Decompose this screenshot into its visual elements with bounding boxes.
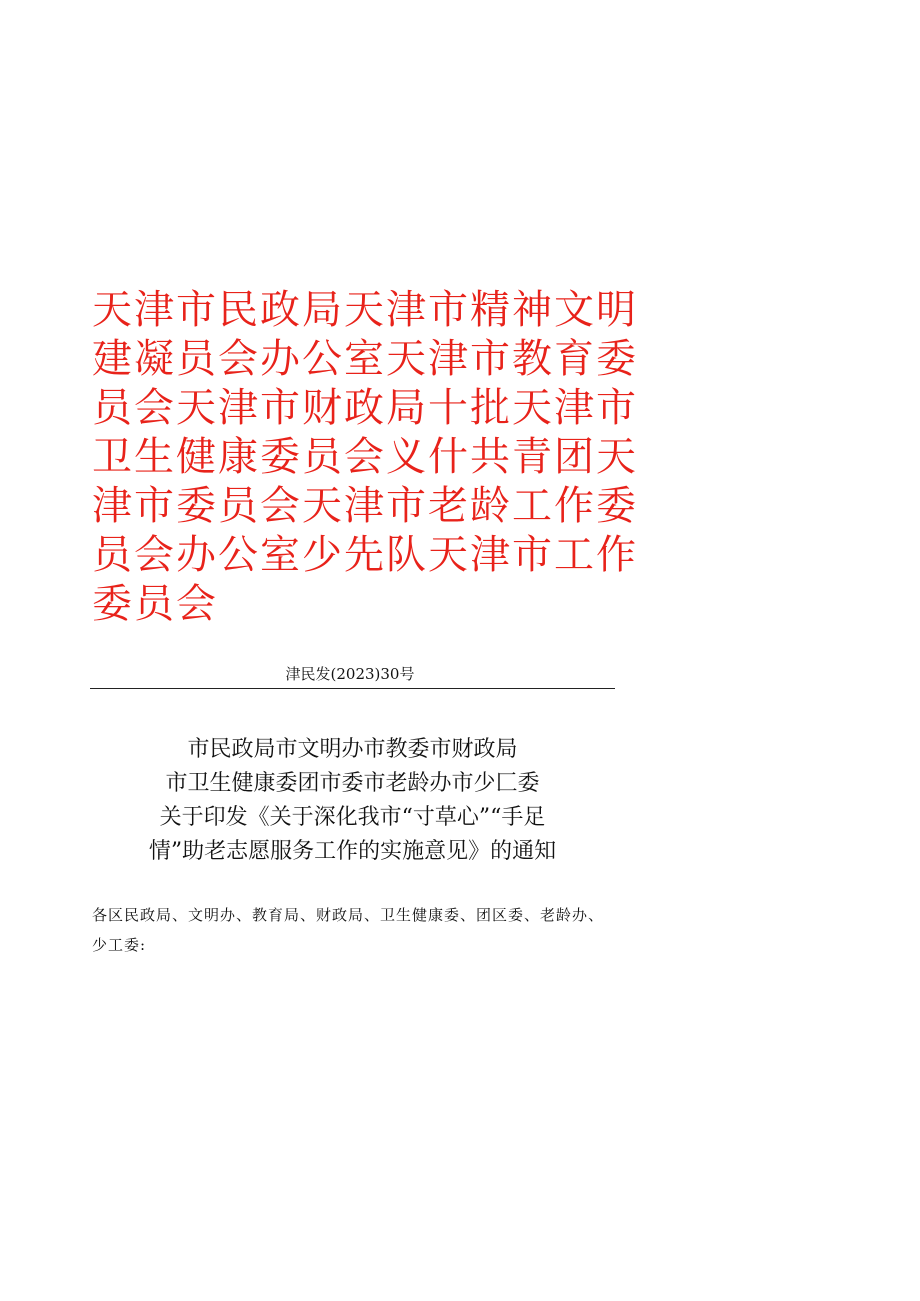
- issuing-authorities-header: [92, 286, 638, 629]
- addressee-salutation: 各区民政局、文明办、教育局、财政局、卫生健康委、团区委、老龄办、少工委:: [92, 906, 605, 954]
- document-number: 津民发(2023)30号: [285, 665, 415, 683]
- title-line: 市民政局市文明办市教委市财政局: [187, 737, 518, 762]
- issuer-line: 津市委员会天津市老龄工作委: [92, 483, 638, 529]
- issuer-line: 天津市民政局天津市精神文明: [92, 287, 638, 333]
- title-line: 情”助老志愿服务工作的实施意见》的通知: [148, 839, 557, 864]
- issuer-line: 建凝员会办公室天津市教育委: [92, 336, 638, 382]
- document-title: [90, 733, 615, 869]
- issuer-line: 委员会: [92, 581, 218, 627]
- issuer-line: 员会天津市财政局十批天津市: [92, 385, 638, 431]
- title-line: 市卫生健康委团市委市老龄办市少匚委: [165, 771, 540, 796]
- issuer-line: 卫生健康委员会义什共青团天: [92, 434, 638, 480]
- header-divider: [90, 688, 615, 689]
- title-line: 关于印发《关于深化我市“寸草心”“手足: [159, 805, 546, 830]
- issuer-line: 员会办公室少先队天津市工作: [92, 532, 638, 578]
